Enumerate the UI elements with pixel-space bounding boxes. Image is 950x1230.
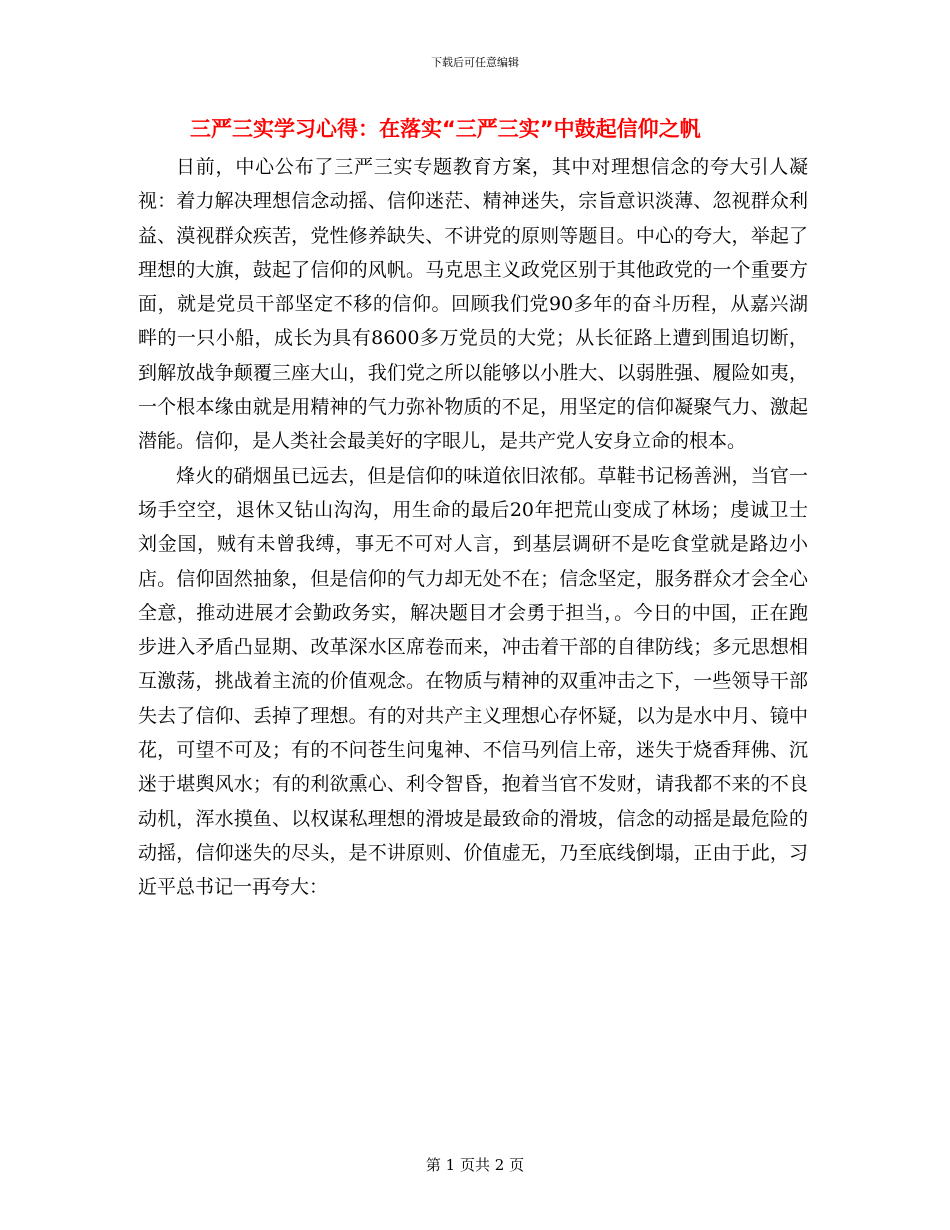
page-number: 第 1 页共 2 页 <box>425 1156 525 1174</box>
document-title: 三严三实学习心得：在落实“三严三实”中鼓起信仰之帆 <box>190 117 701 141</box>
page-header-note: 下载后可任意编辑 <box>431 56 519 69</box>
paragraph-1: 日前，中心公布了三严三实专题教育方案，其中对理想信念的夸大引人凝视：着力解决理想信念动摇、信仰迷茫、精神迷失，宗旨意识淡薄、忽视群众利益、漠视群众疾苦，党性修养缺失、不讲党的原则等题目。中心的夸大，举起了理想的大旗，鼓起了信仰的风帆。马克思主义政党区别于其他政党的一个重要方面，就是党员干部坚定不移的信仰。回顾我们党90多年的奋斗历程，从嘉兴湖畔的一只小船，成长为具有8600多万党员的大党；从长征路上遭到围追切断，到解放战争颠覆三座大山，我们党之所以能够以小胜大、以弱胜强、履险如夷，一个根本缘由就是用精神的气力弥补物质的不足，用坚定的信仰凝聚气力、激起潜能。信仰，是人类社会最美好的字眼儿，是共产党人安身立命的根本。 <box>138 156 808 453</box>
document-body <box>138 112 808 905</box>
paragraph-2: 烽火的硝烟虽已远去，但是信仰的味道依旧浓郁。草鞋书记杨善洲，当官一场手空空，退休又钻山沟沟，用生命的最后20年把荒山变成了林场；虔诚卫士刘金国，贼有未曾我缚，事无不可对人言，到基层调研不是吃食堂就是路边小店。信仰固然抽象，但是信仰的气力却无处不在；信念坚定，服务群众才会全心全意，推动进展才会勤政务实，解决题目才会勇于担当，。今日的中国，正在跑步进入矛盾凸显期、改革深水区席卷而来，冲击着干部的自律防线；多元思想相互激荡，挑战着主流的价值观念。在物质与精神的双重冲击之下，一些领导干部失去了信仰、丢掉了理想。有的对共产主义理想心存怀疑，以为是水中月、镜中花，可望不可及；有的不问苍生问鬼神、不信马列信上帝，迷失于烧香拜佛、沉迷于堪舆风水；有的利欲熏心、利令智昏，抱着当官不发财，请我都不来的不良动机，浑水摸鱼、以权谋私理想的滑坡是最致命的滑坡，信念的动摇是最危险的动摇，信仰迷失的尽头，是不讲原则、价值虚无，乃至底线倒塌，正由于此，习近平总书记一再夸大： <box>138 464 808 899</box>
